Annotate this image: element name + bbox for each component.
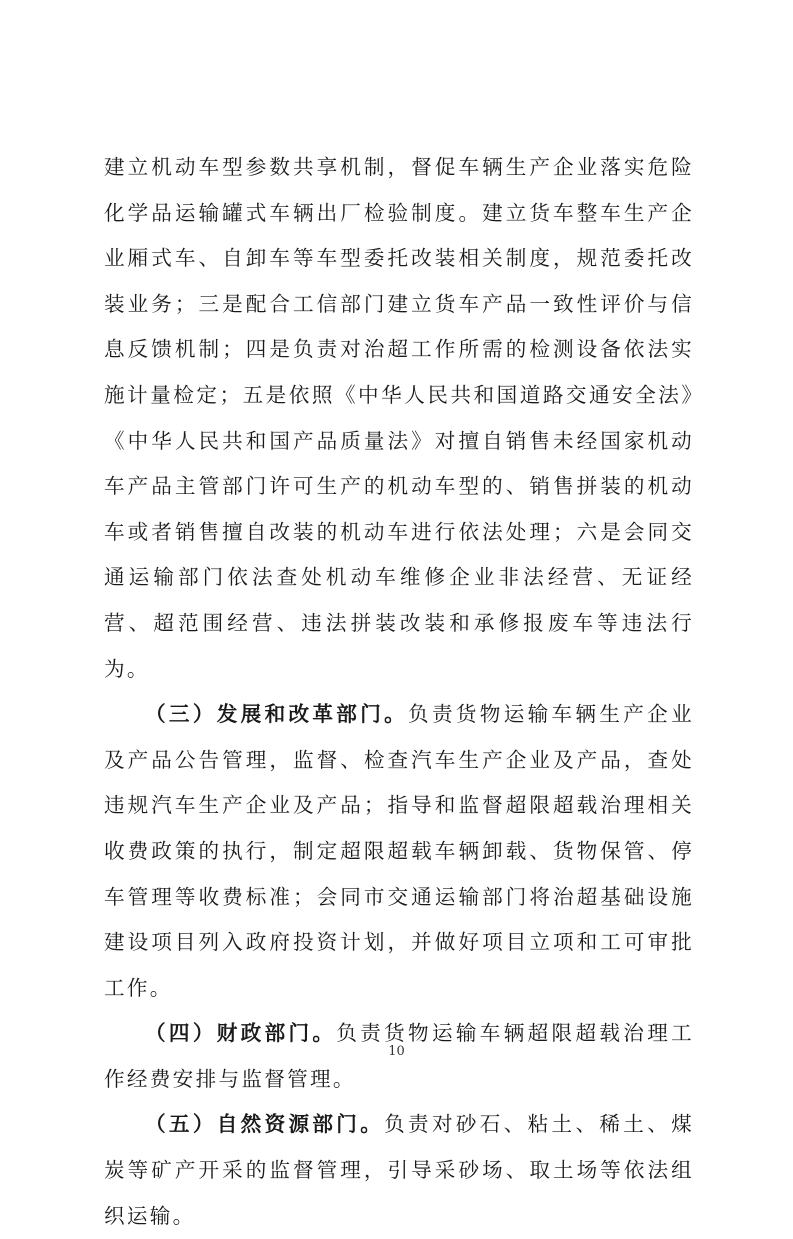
paragraph-text: 建立机动车型参数共享机制，督促车辆生产企业落实危险化学品运输罐式车辆出厂检验制度。建立货车整车生产企业厢式车、自卸车等车型委托改装相关制度，规范委托改装业务；三是配合工信部门建立货车产品一致性评价与信息反馈机制；四是负责对治超工作所需的检测设备依法实施计量检定；五是依照《中华人民共和国道路交通安全法》《中华人民共和国产品质量法》对擅自销售未经国家机动车产品主管部门许可生产的机动车型的、销售拼装的机动车或者销售擅自改装的机动车进行依法处理；六是会同交通运输部门依法查处机动车维修企业非法经营、无证经营、超范围经营、违法拼装改装和承修报废车等违法行为。 xyxy=(104,155,694,681)
section-heading-finance: （四）财政部门。 xyxy=(145,1021,337,1046)
section-heading-natural-resources: （五）自然资源部门。 xyxy=(145,1112,385,1137)
paragraph-text: 负责货物运输车辆超限超载治理工作经费安排与监督管理。 xyxy=(104,1021,694,1091)
paragraph-continuation xyxy=(104,145,694,692)
page-number: 10 xyxy=(388,1044,405,1059)
paragraph-natural-resources xyxy=(104,1102,694,1239)
paragraph-text: 负责货物运输车辆生产企业及产品公告管理，监督、检查汽车生产企业及产品，查处违规汽车生产企业及产品；指导和监督超限超载治理相关收费政策的执行，制定超限超载车辆卸载、货物保管、停车管理等收费标准；会同市交通运输部门将治超基础设施建设项目列入政府投资计划，并做好项目立项和工可审批工作。 xyxy=(104,702,694,1000)
paragraph-text: 负责对砂石、粘土、稀土、煤炭等矿产开采的监督管理，引导采砂场、取土场等依法组织运输。 xyxy=(104,1112,694,1228)
document-body xyxy=(104,145,694,1239)
section-heading-development-reform: （三）发展和改革部门。 xyxy=(145,702,409,727)
paragraph-development-reform xyxy=(104,692,694,1011)
